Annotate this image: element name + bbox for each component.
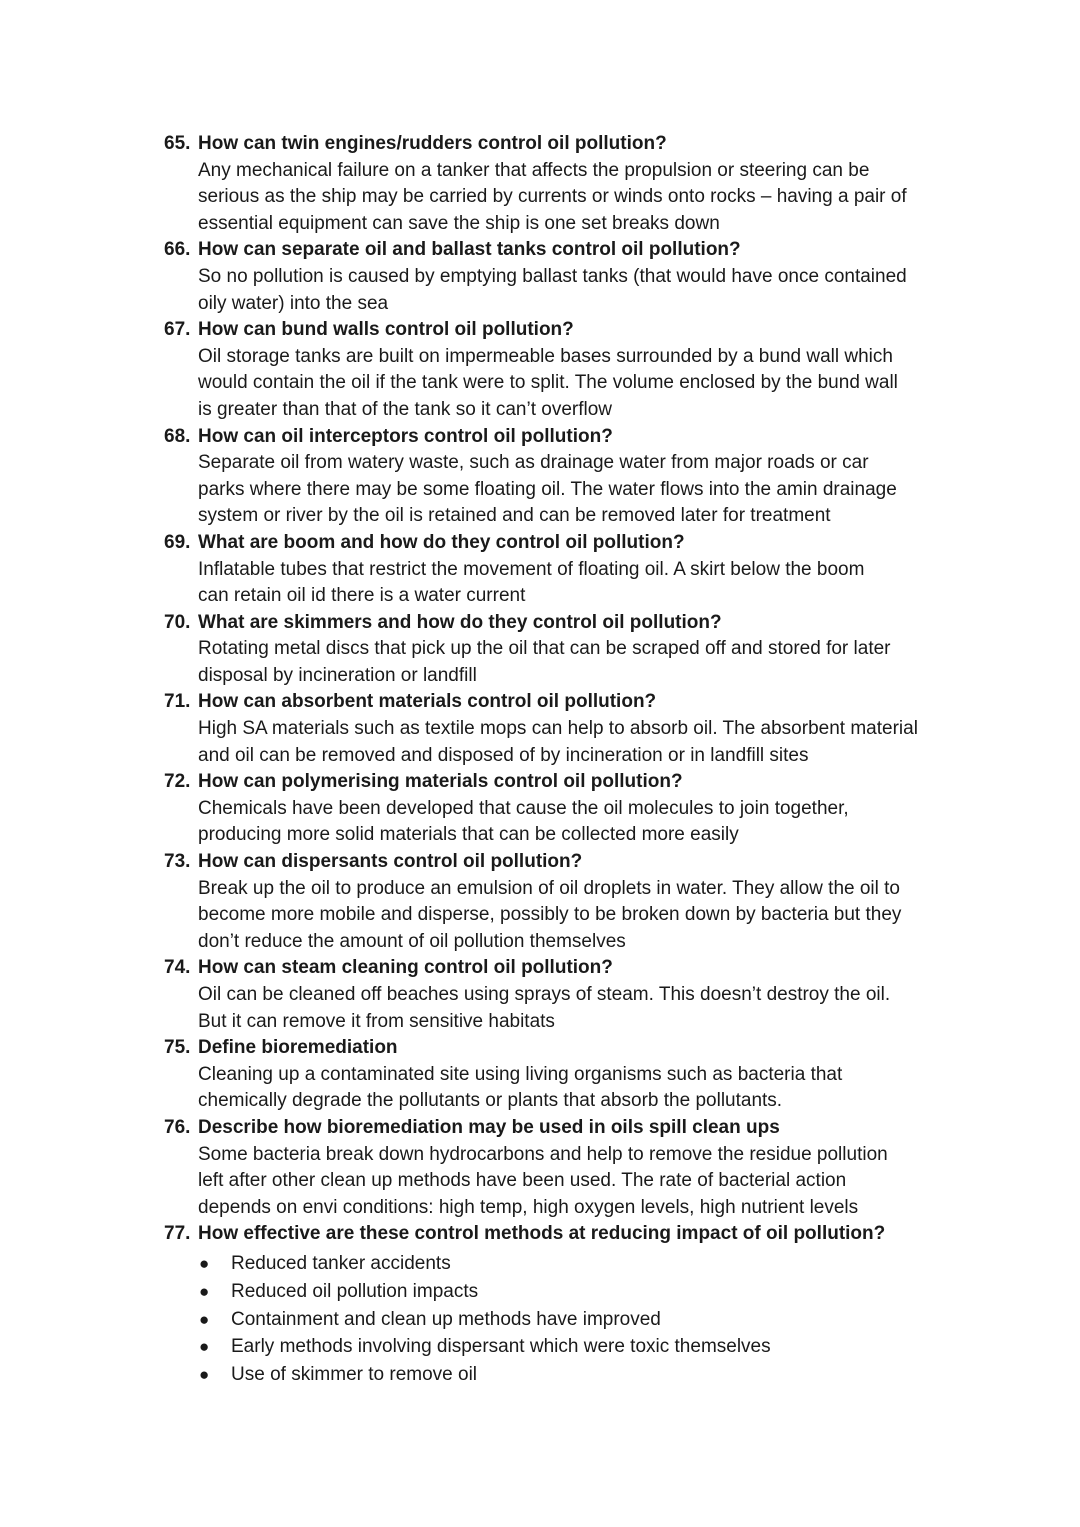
- answer-line: Break up the oil to produce an emulsion of oil droplets in water. They allow the oil to: [198, 877, 900, 899]
- bullet-text: Use of skimmer to remove oil: [231, 1364, 478, 1386]
- answer-line: depends on envi conditions: high temp, high oxygen levels, high nutrient levels: [198, 1196, 859, 1218]
- question-text: How can steam cleaning control oil pollution?: [198, 957, 613, 979]
- answer-line: disposal by incineration or landfill: [198, 664, 477, 686]
- qa-item: [164, 955, 964, 1035]
- question-text: How effective are these control methods at reducing impact of oil pollution?: [198, 1223, 886, 1245]
- qa-item: [164, 424, 964, 530]
- question-number: 72.: [164, 771, 191, 793]
- bullet-item: [198, 1306, 964, 1334]
- bullet-item: [198, 1361, 964, 1389]
- question-number: 68.: [164, 425, 191, 447]
- answer-line: don’t reduce the amount of oil pollution themselves: [198, 930, 626, 952]
- question-heading: [164, 769, 964, 796]
- answer-text: [198, 796, 964, 849]
- question-number: 69.: [164, 531, 191, 553]
- question-number: 77.: [164, 1223, 191, 1245]
- qa-item: [164, 1035, 964, 1115]
- question-text: How can polymerising materials control oil pollution?: [198, 771, 683, 793]
- question-number: 73.: [164, 851, 191, 873]
- answer-line: Chemicals have been developed that cause the oil molecules to join together,: [198, 797, 849, 819]
- qa-item: [164, 610, 964, 690]
- question-text: How can oil interceptors control oil pollution?: [198, 425, 613, 447]
- answer-line: left after other clean up methods have been used. The rate of bacterial action: [198, 1170, 847, 1192]
- bullet-text: Reduced tanker accidents: [231, 1252, 451, 1274]
- answer-line: essential equipment can save the ship is one set breaks down: [198, 212, 720, 234]
- answer-line: Separate oil from watery waste, such as drainage water from major roads or car: [198, 452, 869, 474]
- question-text: How can dispersants control oil pollution?: [198, 851, 583, 873]
- question-number: 65.: [164, 133, 191, 154]
- qa-item: [164, 237, 964, 317]
- question-text: What are boom and how do they control oil pollution?: [198, 531, 685, 553]
- bullet-text: Containment and clean up methods have improved: [231, 1308, 661, 1330]
- bullet-text: Reduced oil pollution impacts: [231, 1280, 479, 1302]
- question-heading: [164, 610, 964, 637]
- answer-line: chemically degrade the pollutants or plants that absorb the pollutants.: [198, 1090, 783, 1112]
- question-text: Define bioremediation: [198, 1037, 398, 1059]
- question-text: What are skimmers and how do they control oil pollution?: [198, 611, 722, 633]
- answer-line: But it can remove it from sensitive habitats: [198, 1010, 555, 1032]
- answer-line: system or river by the oil is retained and can be removed later for treatment: [198, 505, 831, 527]
- answer-line: become more mobile and disperse, possibly to be broken down by bacteria but they: [198, 904, 902, 926]
- bullet-icon: ●: [199, 1337, 210, 1357]
- answer-line: would contain the oil if the tank were to split. The volume enclosed by the bund wall: [198, 372, 898, 394]
- answer-line: oily water) into the sea: [198, 292, 389, 314]
- answer-line: Inflatable tubes that restrict the movement of floating oil. A skirt below the boom: [198, 558, 865, 580]
- answer-line: Some bacteria break down hydrocarbons and help to remove the residue pollution: [198, 1143, 888, 1165]
- qa-item: [164, 530, 964, 610]
- answer-text: [198, 264, 964, 317]
- answer-text: [198, 450, 964, 530]
- bullet-icon: ●: [199, 1253, 210, 1273]
- question-heading: [164, 424, 964, 451]
- answer-text: [198, 344, 964, 424]
- bullet-icon: ●: [199, 1309, 210, 1329]
- question-text: How can separate oil and ballast tanks control oil pollution?: [198, 239, 741, 261]
- answer-line: serious as the ship may be carried by currents or winds onto rocks – having a pair of: [198, 186, 907, 208]
- answer-line: Cleaning up a contaminated site using living organisms such as bacteria that: [198, 1063, 843, 1085]
- question-text: How can twin engines/rudders control oil pollution?: [198, 133, 667, 154]
- bullet-text: Early methods involving dispersant which were toxic themselves: [231, 1336, 771, 1358]
- question-heading: [164, 1221, 964, 1248]
- answer-text: [198, 1062, 964, 1115]
- bullet-icon: ●: [199, 1365, 210, 1385]
- bullet-item: [198, 1333, 964, 1361]
- question-text: How can bund walls control oil pollution?: [198, 319, 574, 341]
- answer-text: [198, 716, 964, 769]
- answer-text: [198, 557, 964, 610]
- question-heading: [164, 317, 964, 344]
- bullet-item: [198, 1250, 964, 1278]
- question-number: 74.: [164, 957, 191, 979]
- qa-item: [164, 131, 964, 237]
- question-heading: [164, 955, 964, 982]
- question-heading: [164, 689, 964, 716]
- bullet-item: [198, 1278, 964, 1306]
- answer-line: producing more solid materials that can be collected more easily: [198, 824, 739, 846]
- answer-line: Oil can be cleaned off beaches using sprays of steam. This doesn’t destroy the oil.: [198, 984, 891, 1005]
- question-text: Describe how bioremediation may be used in oils spill clean ups: [198, 1116, 780, 1138]
- question-number: 70.: [164, 611, 191, 633]
- answer-line: parks where there may be some floating oil. The water flows into the amin drainage: [198, 478, 897, 500]
- answer-text: [198, 158, 964, 238]
- qa-item: [164, 769, 964, 849]
- question-heading: [164, 237, 964, 264]
- document-page: [164, 131, 964, 1389]
- answer-line: is greater than that of the tank so it can’t overflow: [198, 398, 613, 420]
- answer-text: [198, 982, 964, 1035]
- question-heading: [164, 849, 964, 876]
- answer-line: High SA materials such as textile mops can help to absorb oil. The absorbent material: [198, 718, 918, 740]
- question-number: 67.: [164, 319, 191, 341]
- answer-text: [198, 1142, 964, 1222]
- answer-line: Rotating metal discs that pick up the oil that can be scraped off and stored for later: [198, 638, 891, 660]
- answer-text: [198, 636, 964, 689]
- question-number: 71.: [164, 691, 191, 713]
- bullet-list: [198, 1250, 964, 1389]
- bullet-icon: ●: [199, 1281, 210, 1301]
- qa-item: [164, 1221, 964, 1389]
- answer-line: So no pollution is caused by emptying ballast tanks (that would have once contained: [198, 265, 907, 287]
- answer-line: and oil can be removed and disposed of by incineration or in landfill sites: [198, 744, 809, 766]
- question-heading: [164, 530, 964, 557]
- question-heading: [164, 131, 964, 158]
- question-heading: [164, 1035, 964, 1062]
- question-heading: [164, 1115, 964, 1142]
- question-number: 76.: [164, 1116, 191, 1138]
- qa-item: [164, 689, 964, 769]
- qa-item: [164, 849, 964, 955]
- question-text: How can absorbent materials control oil pollution?: [198, 691, 657, 713]
- answer-line: can retain oil id there is a water current: [198, 585, 526, 607]
- answer-text: [198, 876, 964, 956]
- answer-line: Any mechanical failure on a tanker that affects the propulsion or steering can be: [198, 159, 870, 181]
- qa-item: [164, 317, 964, 423]
- question-number: 66.: [164, 239, 191, 261]
- answer-line: Oil storage tanks are built on impermeable bases surrounded by a bund wall which: [198, 345, 893, 367]
- qa-item: [164, 1115, 964, 1221]
- question-number: 75.: [164, 1037, 191, 1059]
